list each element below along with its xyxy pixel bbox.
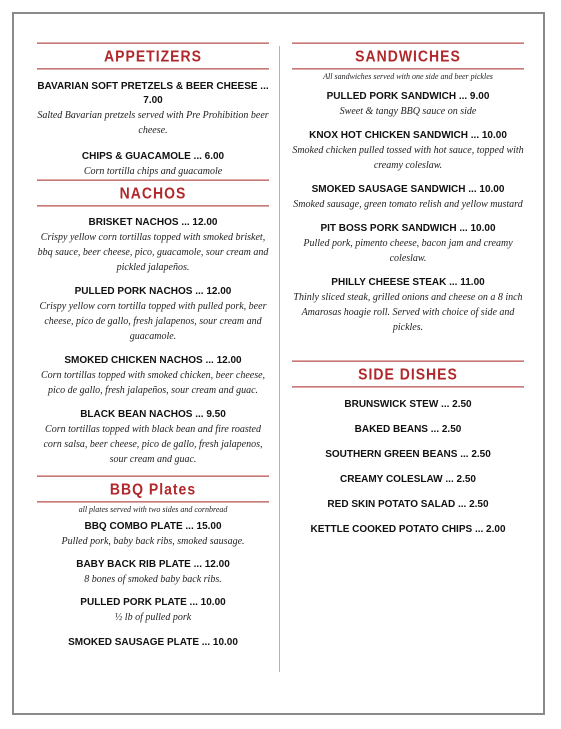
bbq-plates-heading: BBQ Plates (37, 476, 269, 503)
side-item: KETTLE COOKED POTATO CHIPS ... 2.00 (310, 524, 506, 535)
item-description: Crispy yellow corn tortilla topped with pulled pork, beer cheese, pico de gallo, fresh jalapenos, sour cream and guacamole. (39, 301, 267, 342)
bbq-plates-section (37, 477, 269, 650)
item-description: Crispy yellow corn tortillas topped with smoked brisket, bbq sauce, beer cheese, pico, guacamole, sour cream and pickled jalapeños. (37, 232, 269, 273)
menu-item (292, 129, 524, 173)
item-description: Thinly sliced steak, grilled onions and cheese on a 8 inch Amarosas hoagie roll. Served with choice of side and pickles. (293, 292, 523, 333)
side-dishes-heading: SIDE DISHES (292, 361, 524, 388)
item-title: PHILLY CHEESE STEAK ... 11.00 (331, 277, 485, 288)
bbq-plates-note: all plates served with two sides and cornbread (78, 505, 228, 514)
item-title: PIT BOSS PORK SANDWICH ... 10.00 (320, 223, 496, 234)
menu-item (292, 276, 524, 335)
item-title: KNOX HOT CHICKEN SANDWICH ... 10.00 (309, 130, 507, 141)
menu-item (37, 354, 269, 398)
menu-item (37, 216, 269, 275)
item-description: Corn tortilla chips and guacamole (83, 166, 223, 177)
side-item: BRUNSWICK STEW ... 2.50 (344, 399, 472, 410)
item-description: ½ lb of pulled pork (114, 612, 192, 623)
item-title: SMOKED CHICKEN NACHOS ... 12.00 (64, 355, 242, 366)
menu-item (292, 90, 524, 119)
menu-item (37, 520, 269, 549)
side-item: SOUTHERN GREEN BEANS ... 2.50 (325, 449, 491, 460)
menu-item (37, 150, 269, 179)
appetizers-heading: APPETIZERS (37, 43, 269, 70)
appetizers-section (37, 44, 269, 179)
item-description: Pulled pork, baby back ribs, smoked sausage. (61, 536, 245, 547)
item-title: CHIPS & GUACAMOLE ... 6.00 (81, 151, 225, 162)
item-description: 8 bones of smoked baby back ribs. (84, 574, 222, 585)
sandwiches-section (292, 44, 524, 335)
item-description: Smoked chicken pulled tossed with hot sauce, topped with creamy coleslaw. (292, 145, 524, 171)
item-description: Corn tortillas topped with smoked chicken, beer cheese, pico de gallo, fresh jalapeños, sour cream and guac. (40, 370, 266, 396)
item-title: PULLED PORK NACHOS ... 12.00 (74, 286, 232, 297)
column-divider (279, 46, 280, 672)
nachos-section (37, 181, 269, 467)
menu-item (37, 408, 269, 467)
item-title: BLACK BEAN NACHOS ... 9.50 (80, 409, 226, 420)
menu-item (37, 558, 269, 587)
menu-item (37, 636, 269, 650)
item-title: BABY BACK RIB PLATE ... 12.00 (76, 559, 230, 570)
item-title: PULLED PORK SANDWICH ... 9.00 (326, 91, 490, 102)
item-description: Corn tortillas topped with black bean and fire roasted corn salsa, beer cheese, pico de gallo, fresh jalapenos, sour cream and guac. (43, 424, 263, 465)
side-item: RED SKIN POTATO SALAD ... 2.50 (327, 499, 489, 510)
menu-item (37, 285, 269, 344)
sandwiches-note: All sandwiches served with one side and beer pickles (323, 72, 493, 81)
item-title: PULLED PORK PLATE ... 10.00 (80, 597, 226, 608)
item-title: BBQ COMBO PLATE ... 15.00 (84, 521, 222, 532)
item-title: BAVARIAN SOFT PRETZELS & BEER CHEESE ... 7.00 (37, 81, 269, 106)
side-item: CREAMY COLESLAW ... 2.50 (340, 474, 476, 485)
item-title: BRISKET NACHOS ... 12.00 (88, 217, 218, 228)
sandwiches-heading: SANDWICHES (292, 43, 524, 70)
left-column (37, 44, 269, 650)
side-dishes-section (292, 362, 524, 537)
item-title: SMOKED SAUSAGE SANDWICH ... 10.00 (311, 184, 505, 195)
menu-item (292, 183, 524, 212)
right-column (292, 44, 524, 537)
item-description: Pulled pork, pimento cheese, bacon jam and creamy coleslaw. (303, 238, 513, 264)
side-item: BAKED BEANS ... 2.50 (354, 424, 462, 435)
menu-item (37, 596, 269, 625)
item-description: Salted Bavarian pretzels served with Pre Prohibition beer cheese. (37, 110, 269, 136)
item-title: SMOKED SAUSAGE PLATE ... 10.00 (68, 637, 238, 648)
nachos-heading: NACHOS (37, 180, 269, 207)
item-description: Sweet & tangy BBQ sauce on side (339, 106, 477, 117)
menu-item (292, 222, 524, 266)
menu-item (37, 80, 269, 138)
item-description: Smoked sausage, green tomato relish and yellow mustard (293, 199, 523, 210)
